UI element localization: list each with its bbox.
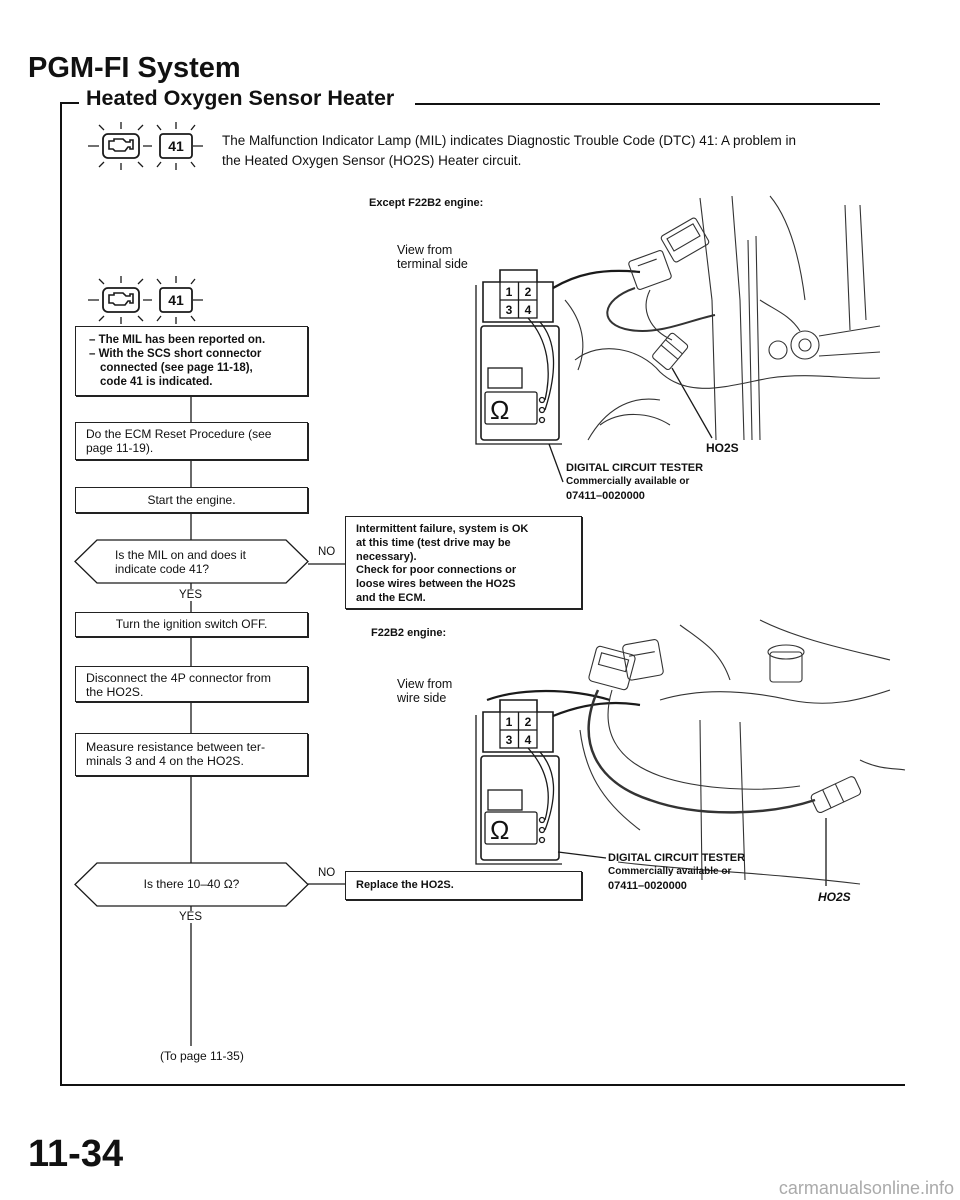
pin-3-label: 3 (505, 303, 513, 317)
intro-text (222, 131, 796, 171)
tester-pointer-line (549, 444, 563, 482)
mil-dtc-icon-group-flow (88, 276, 203, 324)
decision-line: Is the MIL on and does it (115, 548, 246, 562)
section-title: Heated Oxygen Sensor Heater (86, 86, 395, 110)
flow-step-line: Do the ECM Reset Procedure (see (86, 427, 272, 441)
pin-2-label: 2 (524, 285, 532, 299)
f22b2-ho2s-label: HO2S (818, 890, 851, 904)
ohm-symbol: Ω (490, 815, 510, 845)
yes-label: YES (179, 589, 203, 601)
page-title: PGM-FI System (28, 52, 241, 84)
intro-line-1: The Malfunction Indicator Lamp (MIL) indicates Diagnostic Trouble Code (DTC) 41: A problem in (222, 133, 797, 148)
result-line: Intermittent failure, system is OK (356, 523, 529, 535)
pin-4-label: 4 (524, 303, 532, 317)
view-line: View from (397, 677, 453, 691)
tester-availability: Commercially available or (566, 476, 690, 487)
except-view-label (397, 243, 468, 271)
dtc-code-text: 41 (168, 138, 184, 154)
mil-engine-icon (88, 276, 152, 324)
f22b2-connector-wire-view (483, 700, 553, 752)
decision-line: indicate code 41? (115, 562, 210, 576)
flow-step-reset (75, 422, 308, 460)
except-figure-label: Except F22B2 engine: (369, 197, 484, 209)
flow-start-box (75, 326, 308, 396)
dtc-code-text: 41 (168, 292, 184, 308)
flow-step-line: minals 3 and 4 on the HO2S. (86, 754, 244, 768)
ohm-symbol: Ω (490, 395, 510, 425)
callout-lens-outline (487, 691, 610, 700)
tester-part-number: 07411–0020000 (566, 490, 645, 502)
pin-2-label: 2 (524, 715, 532, 729)
f22b2-figure-label: F22B2 engine: (371, 627, 447, 639)
except-connector-terminal-view (483, 270, 553, 322)
result-line: at this time (test drive may be (356, 536, 511, 549)
dtc-41-icon (157, 276, 203, 324)
f22b2-engine-illustration (580, 620, 905, 884)
flow-step-start-engine: Start the engine. (75, 487, 308, 513)
pin-1-label: 1 (505, 715, 513, 729)
flow-start-line: connected (see page 11-18), (100, 362, 253, 374)
f22b2-tester-label (608, 851, 745, 893)
page-number: 11-34 (28, 1133, 124, 1175)
ho2s-pointer-line (672, 368, 712, 438)
pin-4-label: 4 (524, 733, 532, 747)
no-label: NO (318, 546, 336, 558)
flow-step-measure (75, 733, 308, 776)
flow-start-line: code 41 is indicated. (100, 376, 213, 388)
flow-step-line: page 11-19). (86, 441, 154, 455)
decision-2-text: Is there 10–40 Ω? (143, 877, 240, 891)
flow-start-line: – With the SCS short connector (89, 348, 262, 360)
connector-callout-link (553, 703, 640, 716)
watermark: carmanualsonline.info (778, 1178, 954, 1198)
flow-step-line: the HO2S. (86, 685, 144, 699)
flow-step-line: Disconnect the 4P connector from (86, 671, 272, 685)
except-engine-illustration (565, 196, 880, 440)
tester-name: DIGITAL CIRCUIT TESTER (566, 462, 704, 474)
no-label: NO (318, 867, 336, 879)
result-replace-box: Replace the HO2S. (345, 871, 582, 900)
yes-label: YES (179, 911, 203, 923)
result-line: and the ECM. (356, 591, 426, 604)
mil-dtc-icon-group-top (88, 122, 203, 170)
flow-step-disconnect (75, 666, 308, 702)
flow-start-line: – The MIL has been reported on. (89, 334, 266, 346)
tester-name: DIGITAL CIRCUIT TESTER (608, 852, 746, 864)
result-intermittent-box (345, 516, 582, 609)
result-line: Check for poor connections or (356, 564, 517, 577)
pin-1-label: 1 (505, 285, 513, 299)
continue-note: (To page 11-35) (160, 1049, 244, 1063)
tester-part-number: 07411–0020000 (608, 880, 687, 892)
f22b2-view-label (397, 677, 452, 705)
view-line: terminal side (397, 257, 468, 271)
connector-callout-link (553, 271, 640, 288)
dtc-41-icon (157, 122, 203, 170)
except-tester-label (566, 461, 703, 503)
result-line: necessary). (356, 550, 417, 563)
tester-pointer-line (558, 852, 606, 858)
pin-3-label: 3 (505, 733, 513, 747)
mil-engine-icon (88, 122, 152, 170)
except-ho2s-label: HO2S (706, 441, 739, 455)
decision-1-text (115, 548, 246, 576)
view-line: View from (397, 243, 453, 257)
tester-availability: Commercially available or (608, 866, 732, 877)
intro-line-2: the Heated Oxygen Sensor (HO2S) Heater circuit. (222, 153, 522, 168)
flow-step-line: Measure resistance between ter- (86, 740, 266, 754)
result-line: loose wires between the HO2S (356, 578, 516, 591)
view-line: wire side (397, 691, 447, 705)
flow-step-ignition-off: Turn the ignition switch OFF. (75, 612, 308, 637)
